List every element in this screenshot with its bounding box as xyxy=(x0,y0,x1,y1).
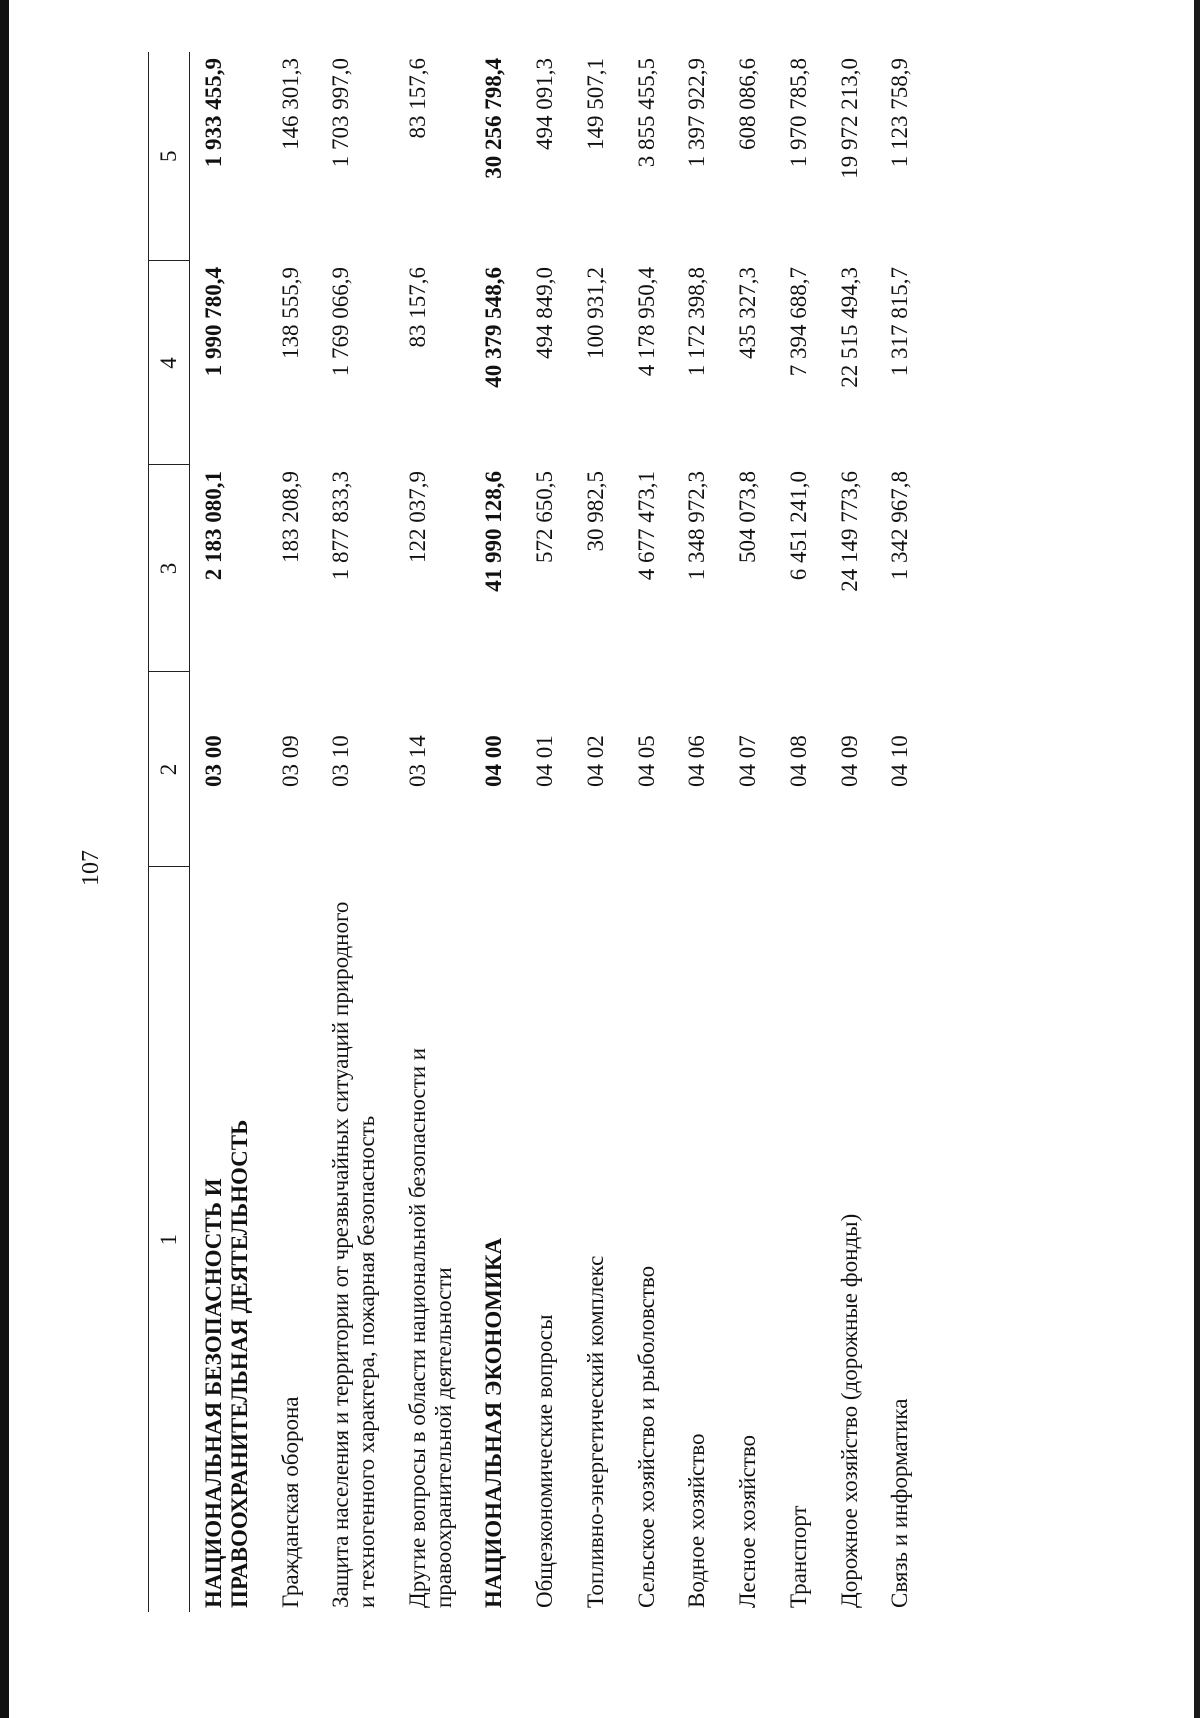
row-name: Другие вопросы в области национальной безопасности и правоохранительной деятельности xyxy=(404,1047,456,1608)
row-code: 04 00 xyxy=(481,735,507,787)
row-value-col3: 41 990 128,6 xyxy=(481,471,507,592)
row-code: 03 00 xyxy=(201,735,226,787)
row-value-col3: 2 183 080,1 xyxy=(201,471,226,581)
row-name: Связь и информатика xyxy=(887,1398,913,1608)
row-value-col4: 4 178 950,4 xyxy=(633,267,659,377)
row-name: Водное хозяйство xyxy=(684,1433,710,1608)
row-value-col4: 7 394 688,7 xyxy=(785,267,811,377)
row-value-col3: 572 650,5 xyxy=(532,471,557,563)
table-row xyxy=(623,52,674,1612)
row-value-col5: 494 091,3 xyxy=(532,58,557,150)
row-code: 04 09 xyxy=(836,735,862,787)
row-name: Сельское хозяйство и рыболовство xyxy=(633,1265,659,1608)
row-code: 04 05 xyxy=(633,735,659,787)
row-value-col5: 146 301,3 xyxy=(277,58,303,150)
table-row xyxy=(317,52,394,1612)
row-value-col5: 30 256 798,4 xyxy=(481,58,507,179)
row-name: Транспорт xyxy=(785,1505,811,1608)
table-row xyxy=(826,52,877,1612)
column-header-1: 1 xyxy=(149,867,190,1612)
table-row xyxy=(190,52,267,1612)
row-value-col4: 1 172 398,8 xyxy=(684,267,710,377)
column-header-3: 3 xyxy=(149,465,190,672)
table-row xyxy=(521,52,572,1612)
row-value-col5: 1 933 455,9 xyxy=(201,58,226,168)
row-name: Защита населения и территории от чрезвычайных ситуаций природного и техногенного характера, пожарная безопасность xyxy=(328,901,379,1608)
table-header-row xyxy=(149,52,190,1612)
row-value-col5: 3 855 455,5 xyxy=(633,58,659,168)
row-name: Дорожное хозяйство (дорожные фонды) xyxy=(836,1213,862,1608)
column-header-2: 2 xyxy=(149,672,190,867)
row-value-col5: 1 397 922,9 xyxy=(684,58,710,168)
row-value-col4: 100 931,2 xyxy=(582,267,608,359)
table-row xyxy=(724,52,775,1612)
row-value-col4: 1 317 815,7 xyxy=(887,267,913,377)
row-value-col3: 122 037,9 xyxy=(404,471,430,563)
column-header-4: 4 xyxy=(149,261,190,465)
row-value-col5: 83 157,6 xyxy=(404,58,430,139)
row-value-col5: 1 970 785,8 xyxy=(785,58,811,168)
row-code: 04 02 xyxy=(582,735,608,787)
row-value-col3: 30 982,5 xyxy=(582,471,608,552)
row-code: 03 10 xyxy=(328,735,354,787)
row-value-col3: 4 677 473,1 xyxy=(633,471,659,581)
row-value-col3: 6 451 241,0 xyxy=(785,471,811,581)
row-value-col4: 494 849,0 xyxy=(532,267,557,359)
row-code: 03 14 xyxy=(404,735,430,787)
table-row xyxy=(470,52,521,1612)
row-name: Топливно-энергетический комплекс xyxy=(582,1255,608,1608)
row-name: НАЦИОНАЛЬНАЯ ЭКОНОМИКА xyxy=(481,1237,507,1608)
row-name: Лесное хозяйство xyxy=(735,1434,760,1608)
row-code: 04 06 xyxy=(684,735,710,787)
table-row xyxy=(673,52,724,1612)
row-value-col4: 83 157,6 xyxy=(404,267,430,348)
row-code: 03 09 xyxy=(277,735,303,787)
row-code: 04 08 xyxy=(785,735,811,787)
table-row xyxy=(267,52,318,1612)
row-value-col4: 435 327,3 xyxy=(735,267,760,359)
table-row xyxy=(572,52,623,1612)
row-value-col3: 504 073,8 xyxy=(735,471,760,563)
row-value-col3: 1 877 833,3 xyxy=(328,471,354,581)
row-value-col5: 19 972 213,0 xyxy=(836,58,862,179)
row-code: 04 01 xyxy=(532,735,557,787)
row-code: 04 07 xyxy=(735,735,760,787)
row-value-col3: 1 342 967,8 xyxy=(887,471,913,581)
row-value-col5: 1 123 758,9 xyxy=(887,58,913,168)
row-value-col4: 1 769 066,9 xyxy=(328,267,354,377)
table-row xyxy=(775,52,826,1612)
budget-table xyxy=(148,52,927,1612)
row-code: 04 10 xyxy=(887,735,913,787)
table-body xyxy=(190,52,928,1612)
row-value-col3: 1 348 972,3 xyxy=(684,471,710,581)
table-row xyxy=(394,52,471,1612)
row-name: НАЦИОНАЛЬНАЯ БЕЗОПАСНОСТЬ И ПРАВООХРАНИТЕЛЬНАЯ ДЕЯТЕЛЬНОСТЬ xyxy=(201,1119,252,1608)
row-value-col5: 608 086,6 xyxy=(735,58,760,150)
row-value-col5: 1 703 997,0 xyxy=(328,58,354,168)
row-name: Общеэкономические вопросы xyxy=(532,1314,557,1608)
table-row xyxy=(876,52,927,1612)
row-value-col4: 1 990 780,4 xyxy=(201,267,226,377)
row-value-col4: 40 379 548,6 xyxy=(481,267,507,388)
page-number: 107 xyxy=(78,850,104,886)
row-value-col5: 149 507,1 xyxy=(582,58,608,150)
row-value-col4: 138 555,9 xyxy=(277,267,303,359)
row-value-col4: 22 515 494,3 xyxy=(836,267,862,388)
row-value-col3: 183 208,9 xyxy=(277,471,303,563)
row-name: Гражданская оборона xyxy=(277,1396,303,1608)
row-value-col3: 24 149 773,6 xyxy=(836,471,862,592)
column-header-5: 5 xyxy=(149,52,190,261)
